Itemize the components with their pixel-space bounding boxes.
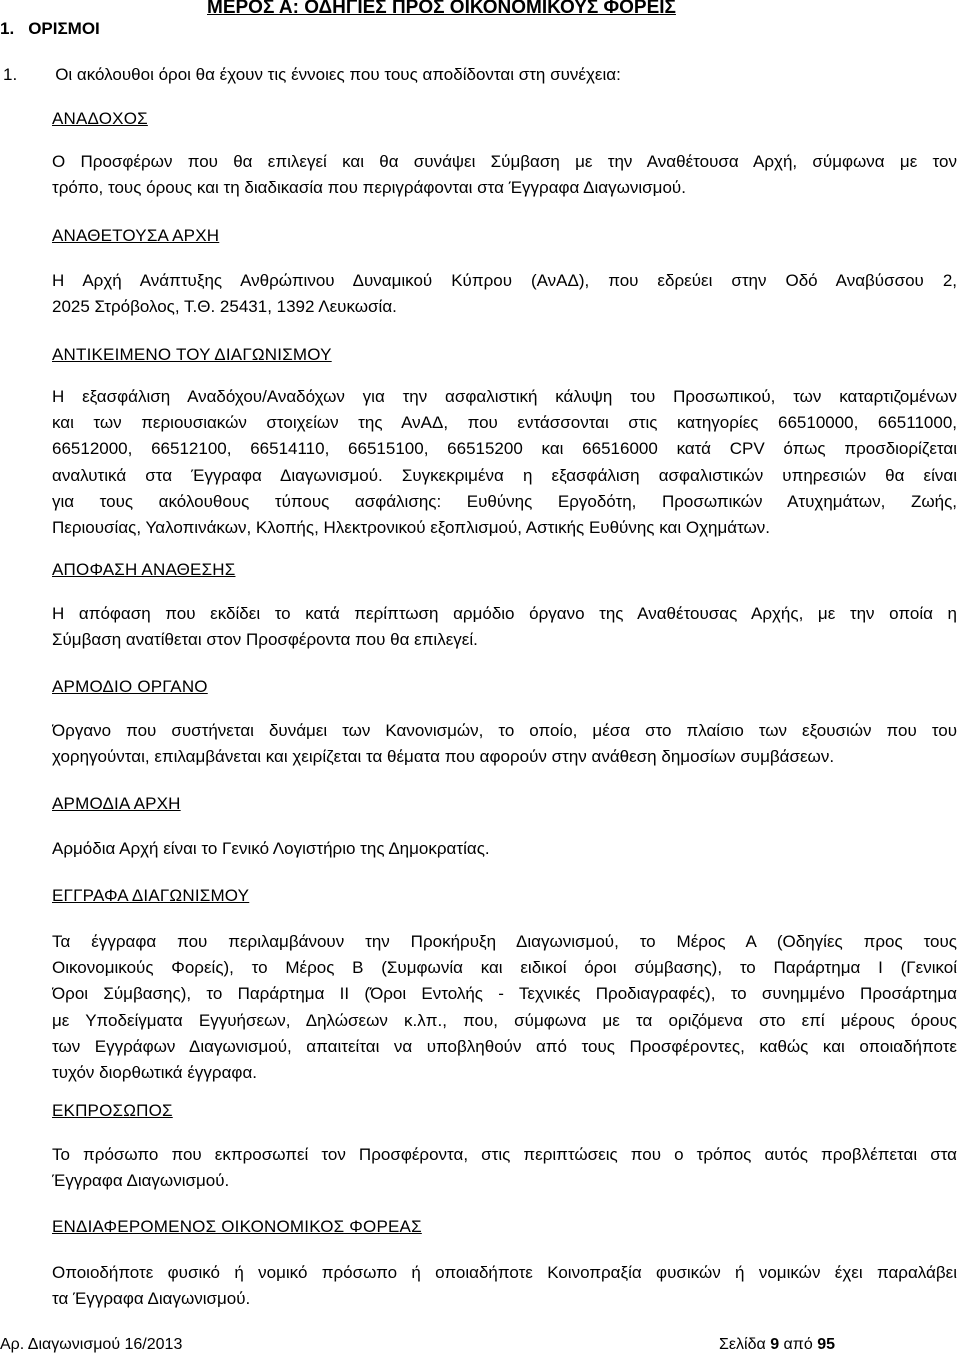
part-title: ΜΕΡΟΣ Α: ΟΔΗΓΙΕΣ ΠΡΟΣ ΟΙΚΟΝΟΜΙΚΟΥΣ ΦΟΡΕΙΣ: [207, 0, 676, 18]
intro-number: 1.: [3, 65, 18, 84]
body-line: Η εξασφάλιση Αναδόχου/Αναδόχων για την ασφαλιστική κάλυψη του Προσωπικού, των καταρτιζομένων: [52, 387, 957, 406]
section-number: 1.: [0, 19, 15, 38]
term-heading-armodio-organo: ΑΡΜΟΔΙΟ ΟΡΓΑΝΟ: [52, 677, 208, 696]
term-heading-endiaferomenos-foreas: ΕΝΔΙΑΦΕΡΟΜΕΝΟΣ ΟΙΚΟΝΟΜΙΚΟΣ ΦΟΡΕΑΣ: [52, 1217, 422, 1236]
body-line: Έγγραφα Διαγωνισμού.: [52, 1171, 230, 1191]
body-line: τυχόν διορθωτικά έγγραφα.: [52, 1063, 257, 1083]
body-line: Το πρόσωπο που εκπροσωπεί τον Προσφέροντα, στις περιπτώσεις που ο τρόπος αυτός προβλέπεται στα: [52, 1145, 957, 1164]
term-body-antikeimeno: [52, 384, 957, 541]
term-body-armodia-archi: [52, 836, 957, 862]
body-line: Τα έγγραφα που περιλαμβάνουν την Προκήρυξη Διαγωνισμού, το Μέρος Α (Οδηγίες προς τους: [52, 932, 957, 951]
body-line: 2025 Στρόβολος, Τ.Θ. 25431, 1392 Λευκωσία.: [52, 297, 397, 317]
body-line: χορηγούνται, επιλαμβάνεται και χειρίζεται τα θέματα που αφορούν στην ανάθεση δημοσίων συμβάσεων.: [52, 747, 835, 767]
term-heading-ekprosopos: ΕΚΠΡΟΣΩΠΟΣ: [52, 1101, 173, 1120]
intro-text: Οι ακόλουθοι όροι θα έχουν τις έννοιες που τους αποδίδονται στη συνέχεια:: [55, 65, 621, 84]
body-line: Οποιοδήποτε φυσικό ή νομικό πρόσωπο ή οποιαδήποτε Κοινοπραξία φυσικών ή νομικών έχει παραλάβει: [52, 1263, 957, 1282]
body-line: με Υποδείγματα Εγγυήσεων, Δηλώσεων κ.λπ., που, σύμφωνα με τα οριζόμενα στο επί μέρους όρους: [52, 1010, 957, 1030]
body-line: για τους ακόλουθους τύπους ασφάλισης: Ευθύνης Εργοδότη, Προσωπικών Ατυχημάτων, Ζωής,: [52, 491, 957, 511]
body-line: Αρμόδια Αρχή είναι το Γενικό Λογιστήριο της Δημοκρατίας.: [52, 839, 490, 858]
term-heading-anathetousa-archi: ΑΝΑΘΕΤΟΥΣΑ ΑΡΧΗ: [52, 226, 220, 245]
term-body-armodio-organo: [52, 718, 957, 770]
term-heading-anadochos: ΑΝΑΔΟΧΟΣ: [52, 109, 148, 128]
footer-tender-number: Αρ. Διαγωνισμού 16/2013: [0, 1336, 183, 1353]
of-label: από: [783, 1336, 813, 1353]
section-title: ΟΡΙΣΜΟΙ: [28, 19, 100, 38]
page-total: 95: [817, 1336, 835, 1353]
body-line: και των περιουσιακών στοιχείων της ΑνΑΔ, που εντάσσονται στις κατηγορίες 66510000, 66511000,: [52, 413, 957, 433]
term-body-apofasi-anathesis: [52, 601, 957, 653]
body-line: 66512000, 66512100, 66514110, 66515100, 66515200 και 66516000 κατά CPV όπως προσδιορίζεται: [52, 439, 957, 459]
term-body-anadochos: [52, 149, 957, 201]
body-line: Όργανο που συστήνεται δυνάμει των Κανονισμών, το οποίο, μέσα στο πλαίσιο των εξουσιών που του: [52, 721, 957, 740]
term-heading-antikeimeno: ΑΝΤΙΚΕΙΜΕΝΟ ΤΟΥ ΔΙΑΓΩΝΙΣΜΟΥ: [52, 345, 332, 364]
page-label: Σελίδα: [719, 1336, 766, 1353]
term-heading-apofasi-anathesis: ΑΠΟΦΑΣΗ ΑΝΑΘΕΣΗΣ: [52, 560, 236, 579]
body-line: των Εγγράφων Διαγωνισμού, απαιτείται να υποβληθούν από τους Προσφέροντες, καθώς και οποιαδήποτε: [52, 1036, 957, 1056]
term-heading-engrafa-diagonismou: ΕΓΓΡΑΦΑ ΔΙΑΓΩΝΙΣΜΟΥ: [52, 886, 250, 905]
body-line: Περιουσίας, Υαλοπινάκων, Κλοπής, Ηλεκτρονικού εξοπλισμού, Αστικής Ευθύνης και Οχημάτων.: [52, 518, 771, 538]
body-line: Όροι Σύμβασης), το Παράρτημα ΙΙ (Όροι Εντολής - Τεχνικές Προδιαγραφές), το συνημμένο Προσάρτημα: [52, 984, 957, 1004]
body-line: Οικονομικούς Φορείς), το Μέρος Β (Συμφωνία και ειδικοί όροι σύμβασης), το Παράρτημα Ι (Γενικοί: [52, 958, 957, 978]
body-line: τρόπο, τους όρους και τη διαδικασία που περιγράφονται στα Έγγραφα Διαγωνισμού.: [52, 178, 686, 198]
term-body-endiaferomenos-foreas: [52, 1260, 957, 1312]
body-line: Η απόφαση που εκδίδει το κατά περίπτωση αρμόδιο όργανο της Αναθέτουσας Αρχής, με την οποία η: [52, 604, 957, 623]
section-heading: [0, 19, 100, 39]
term-body-engrafa-diagonismou: [52, 929, 957, 1086]
body-line: Σύμβαση ανατίθεται στον Προσφέροντα που θα επιλεγεί.: [52, 630, 478, 650]
footer-page-info: [719, 1336, 835, 1354]
page-number: 9: [770, 1336, 780, 1353]
body-line: αναλυτικά στα Έγγραφα Διαγωνισμού. Συγκεκριμένα η εξασφάλιση ασφαλιστικών υπηρεσιών θα είναι: [52, 465, 957, 485]
term-heading-armodia-archi: ΑΡΜΟΔΙΑ ΑΡΧΗ: [52, 794, 181, 813]
body-line: Ο Προσφέρων που θα επιλεγεί και θα συνάψει Σύμβαση με την Αναθέτουσα Αρχή, σύμφωνα με τον: [52, 152, 957, 171]
body-line: Η Αρχή Ανάπτυξης Ανθρώπινου Δυναμικού Κύπρου (ΑνΑΔ), που εδρεύει στην Οδό Αναβύσσου 2,: [52, 271, 957, 290]
term-body-ekprosopos: [52, 1142, 957, 1194]
body-line: τα Έγγραφα Διαγωνισμού.: [52, 1289, 251, 1309]
term-body-anathetousa-archi: [52, 268, 957, 320]
intro-line: [3, 65, 621, 85]
